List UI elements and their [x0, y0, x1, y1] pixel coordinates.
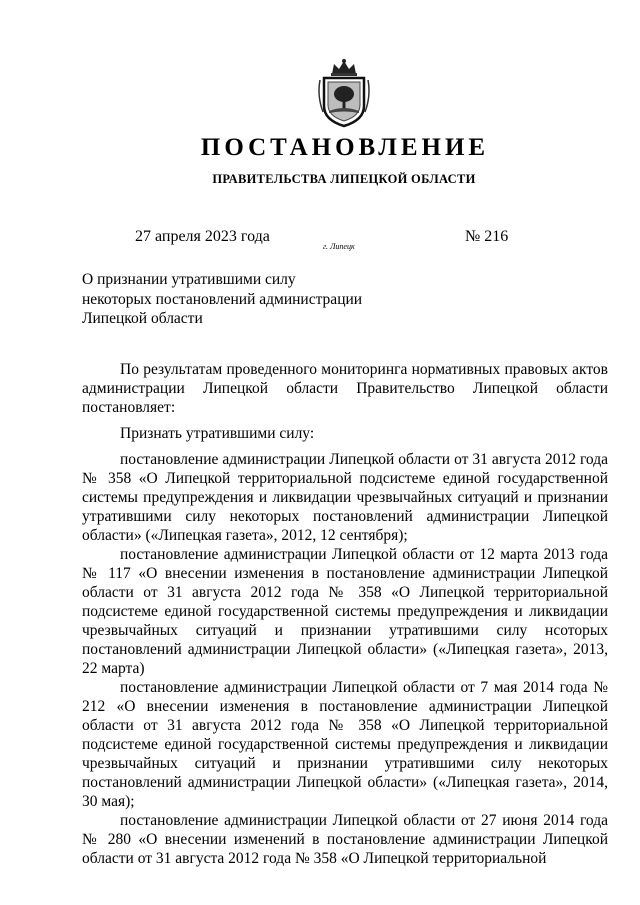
issuing-authority: ПРАВИТЕЛЬСТВА ЛИПЕЦКОЙ ОБЛАСТИ — [212, 172, 476, 186]
list-item: постановление администрации Липецкой области от 27 июня 2014 года № 280 «О внесении изменений в постановление администрации Липецкой области от 31 августа 2012 года № 358 «О Липецкой территориальной — [82, 812, 608, 867]
document-number: № 216 — [465, 228, 509, 245]
preamble-paragraph: По результатам проведенного мониторинга нормативных правовых актов администрации Липецкой области Правительство Липецкой области постановляет: — [82, 361, 608, 416]
document-title: ПОСТАНОВЛЕНИЕ — [200, 134, 490, 161]
list-item: постановление администрации Липецкой области от 7 мая 2014 года № 212 «О внесении изменения в постановление администрации Липецкой области от 31 августа 2012 года № 358 «О Липецкой территориальной подсистеме единой государственной системы предупреждения и ликвидации чрезвычайных ситуаций и признании утратившими силу некоторых постановлений администрации Липецкой области» («Липецкая газета», 2014, 30 мая); — [82, 679, 608, 810]
document-subject — [82, 270, 362, 329]
document-body — [82, 360, 608, 868]
subject-line: О признании утратившими силу — [82, 271, 296, 288]
document-place: г. Липецк — [323, 242, 355, 251]
document-date: 27 апреля 2023 года — [135, 228, 270, 245]
subject-line: Липецкой области — [82, 310, 203, 327]
list-item: постановление администрации Липецкой области от 31 августа 2012 года № 358 «О Липецкой территориальной подсистеме единой государственной системы предупреждения и ликвидации чрезвычайных ситуаций и признании утратившими силу некоторых постановлений администрации Липецкой области» («Липецкая газета», 2012, 12 сентября); — [82, 451, 608, 544]
coat-of-arms-icon — [315, 58, 373, 128]
resolution-paragraph: Признать утратившими силу: — [120, 425, 315, 442]
list-item: постановление администрации Липецкой области от 12 марта 2013 года № 117 «О внесении изменения в постановление администрации Липецкой области от 31 августа 2012 года № 358 «О Липецкой территориальной подсистеме единой государственной системы предупреждения и ликвидации чрезвычайных ситуаций и признании утратившими силу нсоторых постановлений администрации Липецкой области» («Липецкая газета», 2013, 22 марта) — [82, 546, 608, 677]
subject-line: некоторых постановлений администрации — [82, 290, 363, 308]
